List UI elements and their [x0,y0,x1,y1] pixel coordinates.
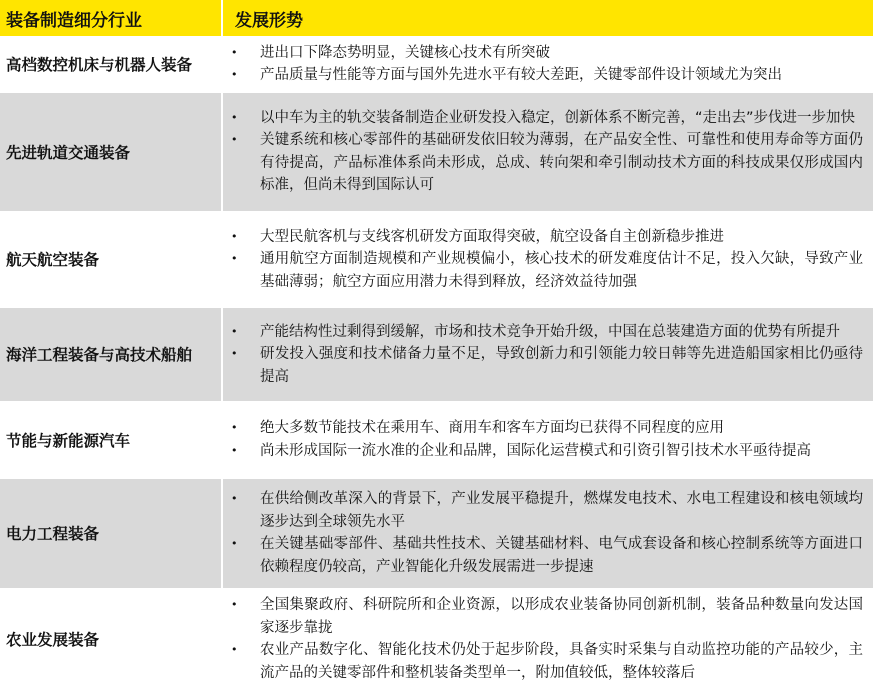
trend-text: 尚未形成国际一流水准的企业和品牌，国际化运营模式和引资引智引技术水平亟待提高 [260,442,811,459]
bullet-icon: • [231,492,238,506]
list-item [223,42,863,65]
trend-text: 全国集聚政府、科研院所和企业资源，以形成农业装备协同创新机制，装备品种数量向发达国家逐步靠拢 [260,597,863,636]
trend-list [223,224,873,296]
table-row [0,478,873,589]
industry-name: 电力工程装备 [0,478,222,589]
trend-list [223,486,873,580]
bullet-icon: • [231,68,238,82]
header-row [0,0,873,37]
trend-cell [222,402,873,478]
bullet-icon: • [231,252,238,266]
table-row [0,307,873,402]
trend-text: 在供给侧改革深入的背景下，产业发展平稳提升，燃煤发电技术、水电工程建设和核电领域均逐步达到全球领先水平 [260,491,863,530]
bullet-icon: • [231,324,238,338]
list-item [223,248,863,293]
bullet-icon: • [231,347,238,361]
list-item [223,343,863,388]
industry-name: 先进轨道交通装备 [0,92,222,212]
trend-text: 产品质量与性能等方面与国外先进水平有较大差距，关键零部件设计领域尤为突出 [260,67,782,84]
list-item [223,321,863,344]
trend-cell [222,478,873,589]
table-row [0,92,873,212]
trend-text: 大型民航客机与支线客机研发方面取得突破，航空设备自主创新稳步推进 [260,228,724,245]
trend-text: 农业产品数字化、智能化技术仍处于起步阶段，具备实时采集与自动监控功能的产品较少，主流产品的关键零部件和整机装备类型单一，附加值较低，整体较落后 [260,642,863,681]
bullet-icon: • [231,421,238,435]
trend-cell [222,307,873,402]
trend-cell [222,37,873,92]
trend-text: 进出口下降态势明显，关键核心技术有所突破 [260,44,550,61]
header-industry: 装备制造细分行业 [0,0,222,37]
list-item [223,594,863,639]
list-item [223,639,863,684]
list-item [223,488,863,533]
trend-text: 通用航空方面制造规模和产业规模偏小，核心技术的研发难度估计不足，投入欠缺，导致产业基础薄弱；航空方面应用潜力未得到释放，经济效益待加强 [260,251,863,290]
trend-text: 关键系统和核心零部件的基础研发依旧较为薄弱，在产品安全性、可靠性和使用寿命等方面仍有待提高，产品标准体系尚未形成，总成、转向架和牵引制动技术方面的科技成果仅形成国内标准，但尚未得到国际认可 [260,132,863,194]
bullet-icon: • [231,598,238,612]
industry-name: 农业发展装备 [0,589,222,690]
industry-name: 高档数控机床与机器人装备 [0,37,222,92]
trend-text: 绝大多数节能技术在乘用车、商用车和客车方面均已获得不同程度的应用 [260,420,724,437]
table-row [0,37,873,92]
header-trend: 发展形势 [222,0,873,37]
bullet-icon: • [231,110,238,124]
list-item [223,417,863,440]
table-header [0,0,873,37]
table-body [0,37,873,690]
trend-list [223,319,873,391]
trend-list [223,105,873,199]
bullet-icon: • [231,133,238,147]
industry-name: 海洋工程装备与高技术船舶 [0,307,222,402]
trend-text: 在关键基础零部件、基础共性技术、关键基础材料、电气成套设备和核心控制系统等方面进口依赖程度仍较高，产业智能化升级发展需进一步提速 [260,536,863,575]
bullet-icon: • [231,643,238,657]
table-row [0,212,873,307]
list-item [223,107,863,130]
trend-list [223,415,873,464]
industry-name: 节能与新能源汽车 [0,402,222,478]
bullet-icon: • [231,537,238,551]
industry-name: 航天航空装备 [0,212,222,307]
table-row [0,402,873,478]
list-item [223,226,863,249]
trend-text: 产能结构性过剩得到缓解，市场和技术竞争开始升级，中国在总装建造方面的优势有所提升 [260,323,840,340]
list-item [223,129,863,197]
bullet-icon: • [231,229,238,243]
trend-text: 研发投入强度和技术储备力量不足，导致创新力和引领能力较日韩等先进造船国家相比仍亟待提高 [260,346,863,385]
trend-list [223,40,873,89]
list-item [223,440,863,463]
table-row [0,589,873,690]
bullet-icon: • [231,443,238,457]
trend-list [223,592,873,686]
trend-cell [222,589,873,690]
trend-cell [222,92,873,212]
list-item [223,533,863,578]
trend-text: 以中车为主的轨交装备制造企业研发投入稳定，创新体系不断完善，“走出去”步伐进一步加快 [260,109,856,126]
bullet-icon: • [231,45,238,59]
trend-cell [222,212,873,307]
list-item [223,64,863,87]
